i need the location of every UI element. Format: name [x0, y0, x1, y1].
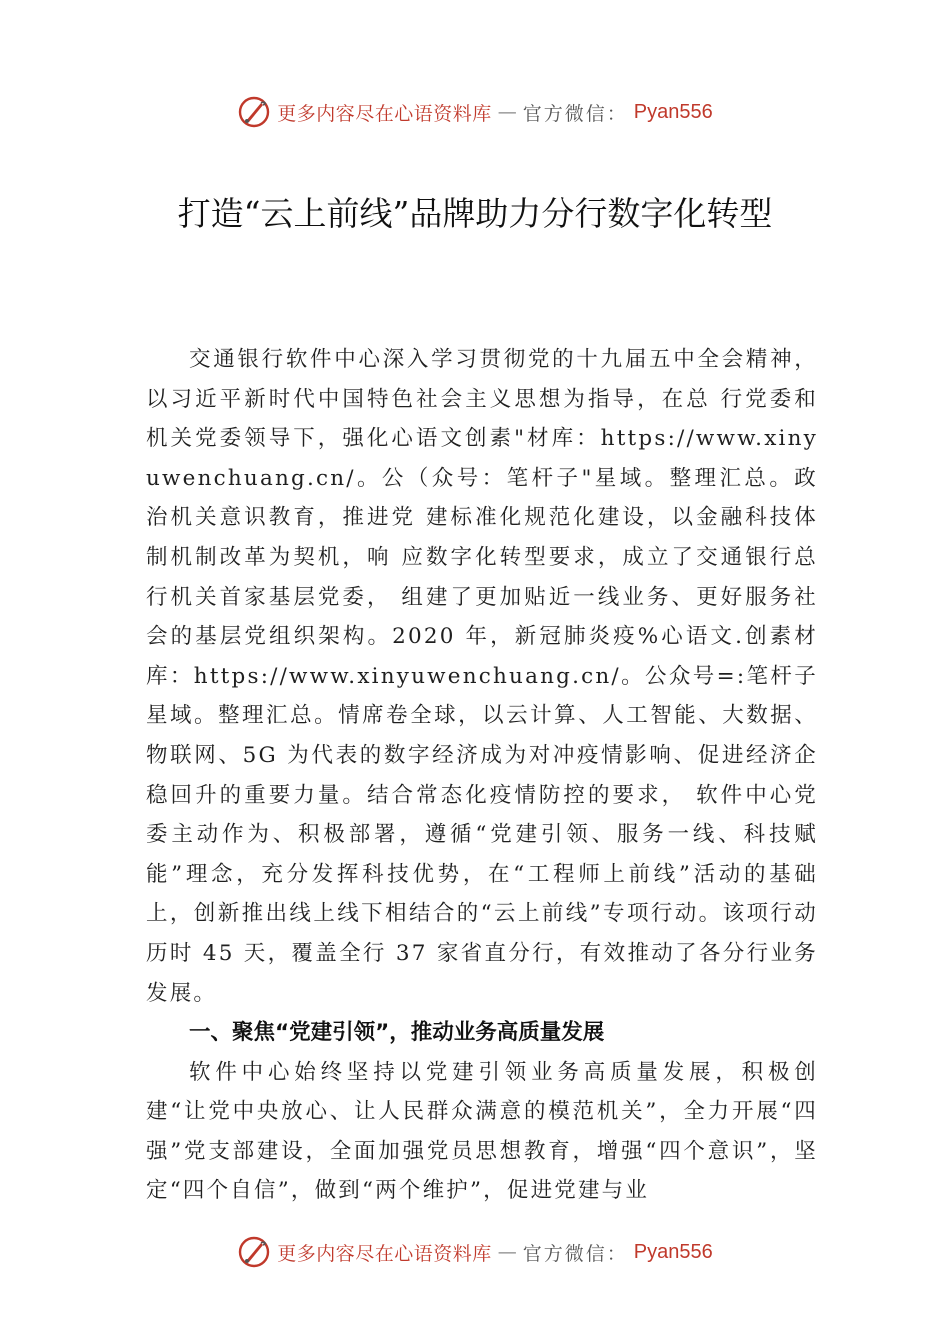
banner-wechat-id: Pyan556: [633, 100, 713, 123]
quill-logo-icon: [237, 1235, 271, 1269]
banner-slogan: 更多内容尽在心语资料库: [277, 102, 492, 125]
document-title: 打造“云上前线”品牌助力分行数字化转型: [177, 194, 773, 233]
section-heading: 一、聚焦“党建引领”，推动业务高质量发展: [189, 1020, 605, 1046]
banner-dash: —: [497, 101, 517, 123]
intro-paragraph: 交通银行软件中心深入学习贯彻党的十九届五中全会精神，以习近平新时代中国特色社会主义思想为指导，在总 行党委和机关党委领导下，强化心语文创素"材库：https://www.xinyuwenchuang.cn/。公（众号：笔杆子"星域。整理汇总。政治机关意识教育，推进党 建标准化规范化建设，以金融科技体制机制改革为契机，响 应数字化转型要求，成立了交通银行总行机关首家基层党委， 组建了更加贴近一线业务、更好服务社会的基层党组织架构。2020 年，新冠肺炎疫%心语文.创素材库：https://www.xinyuwenchuang.cn/。公众号=:笔杆子星域。整理汇总。情席卷全球，以云计算、人工智能、大数据、物联网、5G 为代表的数字经济成为对冲疫情影响、促进经济企稳回升的重要力量。结合常态化疫情防控的要求， 软件中心党委主动作为、积极部署，遵循“党建引领、服务一线、科技赋能”理念，充分发挥科技优势，在“工程师上前线”活动的基础上，创新推出线上线下相结合的“云上前线”专项行动。该项行动历时 45 天，覆盖全行 37 家省直分行，有效推动了各分行业务发展。: [146, 347, 818, 1006]
footer-wechat-label: 官方微信：: [522, 1242, 628, 1265]
footer-banner: [0, 1232, 950, 1272]
footer-dash: —: [497, 1241, 517, 1263]
quill-logo-icon: [237, 95, 271, 129]
footer-slogan: 更多内容尽在心语资料库: [277, 1242, 492, 1265]
banner-wechat-label: 官方微信：: [522, 102, 628, 125]
section-paragraph: 软件中心始终坚持以党建引领业务高质量发展，积极创建“让党中央放心、让人民群众满意的模范机关”，全力开展“四强”党支部建设，全面加强党员思想教育，增强“四个意识”，坚定“四个自信”，做到“两个维护”，促进党建与业: [146, 1059, 818, 1204]
header-banner: [0, 92, 950, 132]
article-body: [146, 340, 818, 1211]
footer-wechat-id: Pyan556: [633, 1240, 713, 1263]
